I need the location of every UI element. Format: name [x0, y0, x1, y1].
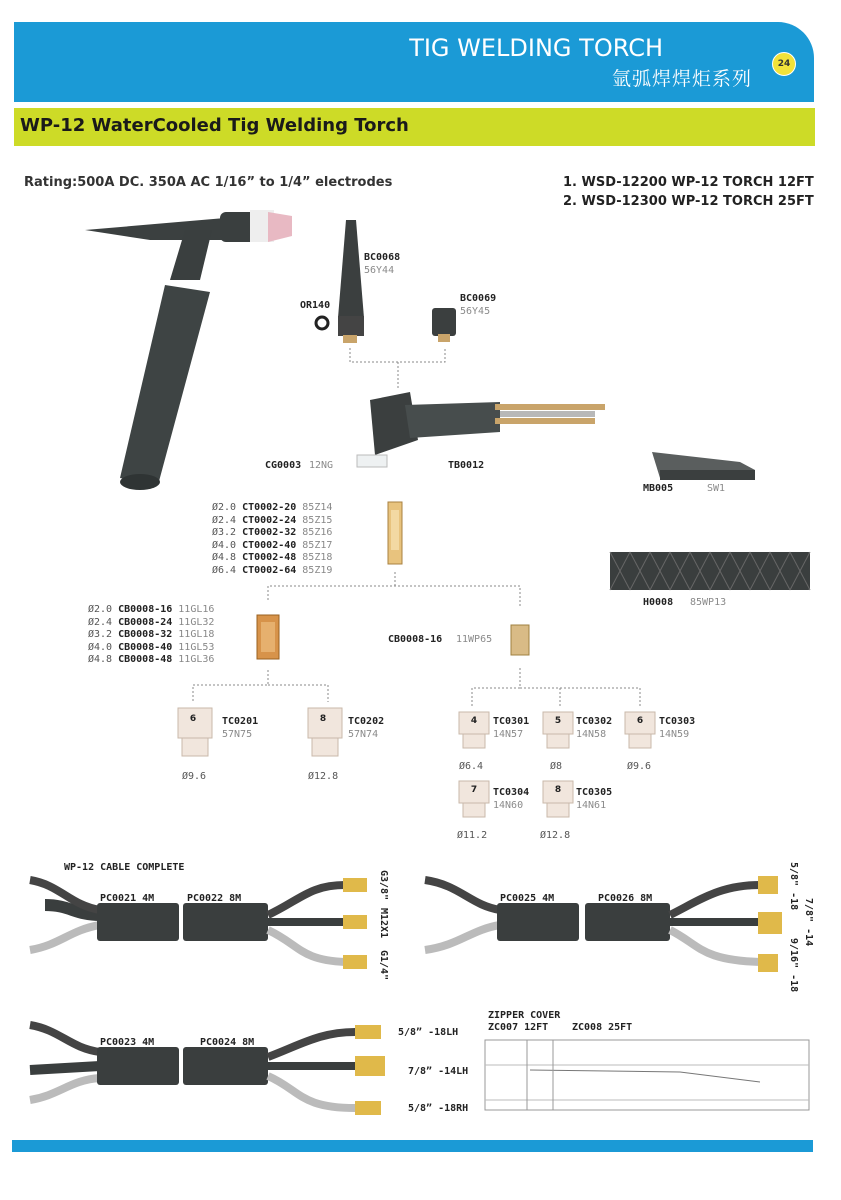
- tc0301-sub: 14N57: [493, 729, 524, 740]
- collets-table: [212, 502, 338, 578]
- torch-image: [85, 210, 292, 490]
- table-row: Ø2.4 CB0008-24 11GL32: [88, 616, 215, 628]
- table-row: Ø2.0 CT0002-20 85Z14: [212, 502, 333, 513]
- cb0008-16-sub: 11WP65: [456, 634, 493, 645]
- zipper-cover-image: [485, 1040, 809, 1110]
- table-row: Ø3.2 CT0002-32 85Z16: [212, 527, 333, 539]
- tb0012-code: TB0012: [448, 460, 485, 471]
- table-row: Ø4.8 CB0008-48 11GL36: [88, 654, 215, 666]
- header-title: TIG WELDING TORCH: [409, 34, 663, 62]
- table-row: Ø4.8 CT0002-48 85Z18: [212, 552, 333, 564]
- table-row: Ø4.0 CB0008-40 11GL53: [88, 641, 215, 653]
- cable-b-fitting-1: 5/8" -18: [788, 862, 799, 911]
- cup-tc0303-number: 6: [636, 716, 644, 726]
- cable-assembly-a-image: [30, 878, 367, 969]
- torch-body-image: [370, 392, 605, 455]
- h0008-sub: 85WP13: [690, 597, 727, 608]
- back-cap-long-image: [338, 220, 364, 343]
- mb005-sub: SW1: [707, 483, 726, 494]
- tc0303-size: Ø9.6: [627, 761, 652, 772]
- cup-tc0201-number: 6: [189, 714, 197, 724]
- o-ring-image: [316, 317, 328, 329]
- zipper-title: ZIPPER COVER: [488, 1010, 561, 1021]
- tc0301-code: TC0301: [493, 716, 530, 727]
- zipper-left-label: ZC007 12FT: [488, 1022, 549, 1033]
- bc0069-code: BC0069: [460, 293, 497, 304]
- cable-a-fitting-1: G3/8": [378, 870, 389, 901]
- section-title: WP-12 WaterCooled Tig Welding Torch: [20, 115, 409, 136]
- cable-c-right-label: PC0024 8M: [200, 1037, 255, 1048]
- cable-a-left-label: PC0021 4M: [100, 893, 155, 904]
- cable-b-fitting-3: 9/16" -18: [788, 938, 799, 993]
- cable-section-title: WP-12 CABLE COMPLETE: [64, 862, 185, 873]
- gas-lens-glass-image: [357, 455, 387, 467]
- tc0305-sub: 14N61: [576, 800, 607, 811]
- cb0008-16-code: CB0008-16: [388, 634, 443, 645]
- tc0305-size: Ø12.8: [540, 830, 571, 841]
- cg0003-code: CG0003: [265, 460, 302, 471]
- cup-tc0302-number: 5: [554, 716, 562, 726]
- table-row: Ø6.4 CT0002-64 85Z19: [212, 564, 333, 576]
- tc0305-code: TC0305: [576, 787, 613, 798]
- cable-b-right-label: PC0026 8M: [598, 893, 653, 904]
- cable-assembly-b-image: [425, 876, 782, 972]
- tc0202-size: Ø12.8: [308, 771, 339, 782]
- cg0003-sub: 12NG: [309, 460, 334, 471]
- collet-body-gas-lens-image: [257, 615, 279, 659]
- table-row: Ø4.0 CT0002-40 85Z17: [212, 539, 333, 551]
- cable-c-fitting-2: 7/8” -14LH: [408, 1066, 469, 1077]
- tc0201-code: TC0201: [222, 716, 259, 727]
- cable-c-fitting-1: 5/8” -18LH: [398, 1027, 459, 1038]
- tc0201-size: Ø9.6: [182, 771, 207, 782]
- cable-a-fitting-3: G1/4": [378, 950, 389, 981]
- cable-c-left-label: PC0023 4M: [100, 1037, 155, 1048]
- tc0302-size: Ø8: [550, 761, 563, 772]
- tc0304-code: TC0304: [493, 787, 530, 798]
- tc0303-sub: 14N59: [659, 729, 690, 740]
- footer-bar: [12, 1140, 813, 1152]
- tc0201-sub: 57N75: [222, 729, 253, 740]
- tc0301-size: Ø6.4: [459, 761, 484, 772]
- cable-b-fitting-2: 7/8" -14: [803, 898, 814, 947]
- cup-tc0305-number: 8: [554, 785, 562, 795]
- h0008-code: H0008: [643, 597, 674, 608]
- tc0202-code: TC0202: [348, 716, 385, 727]
- bc0068-sub: 56Y44: [364, 265, 395, 276]
- bc0069-sub: 56Y45: [460, 306, 491, 317]
- cup-tc0304-number: 7: [470, 785, 478, 795]
- collet-bodies-table: [88, 604, 220, 667]
- collet-body-image: [511, 625, 529, 655]
- tc0302-code: TC0302: [576, 716, 613, 727]
- tc0302-sub: 14N58: [576, 729, 607, 740]
- table-row: Ø2.4 CT0002-24 85Z15: [212, 514, 333, 526]
- table-row: Ø2.0 CB0008-16 11GL16: [88, 604, 215, 615]
- page-number-badge: 24: [772, 52, 796, 76]
- or140-code: OR140: [300, 300, 331, 311]
- cup-tc0301-number: 4: [470, 716, 478, 726]
- tc0304-size: Ø11.2: [457, 830, 488, 841]
- hose-image: [610, 552, 810, 590]
- header-subtitle: 氩弧焊焊炬系列: [611, 68, 752, 90]
- table-row: Ø3.2 CB0008-32 11GL18: [88, 629, 215, 641]
- cable-a-right-label: PC0022 8M: [187, 893, 242, 904]
- cable-b-left-label: PC0025 4M: [500, 893, 555, 904]
- tc0303-code: TC0303: [659, 716, 696, 727]
- rating-text: Rating:500A DC. 350A AC 1/16” to 1/4” electrodes: [24, 175, 393, 190]
- tc0304-sub: 14N60: [493, 800, 524, 811]
- bc0068-code: BC0068: [364, 252, 401, 263]
- switch-image: [652, 452, 755, 480]
- mb005-code: MB005: [643, 483, 674, 494]
- zipper-right-label: ZC008 25FT: [572, 1022, 633, 1033]
- cable-c-fitting-3: 5/8” -18RH: [408, 1103, 469, 1114]
- cable-a-fitting-2: M12X1: [378, 908, 389, 939]
- back-cap-short-image: [432, 308, 456, 342]
- model-2: 2. WSD-12300 WP-12 TORCH 25FT: [563, 194, 814, 209]
- tc0202-sub: 57N74: [348, 729, 379, 740]
- cup-tc0202-number: 8: [319, 714, 327, 724]
- collet-image: [388, 502, 402, 564]
- model-1: 1. WSD-12200 WP-12 TORCH 12FT: [563, 175, 814, 190]
